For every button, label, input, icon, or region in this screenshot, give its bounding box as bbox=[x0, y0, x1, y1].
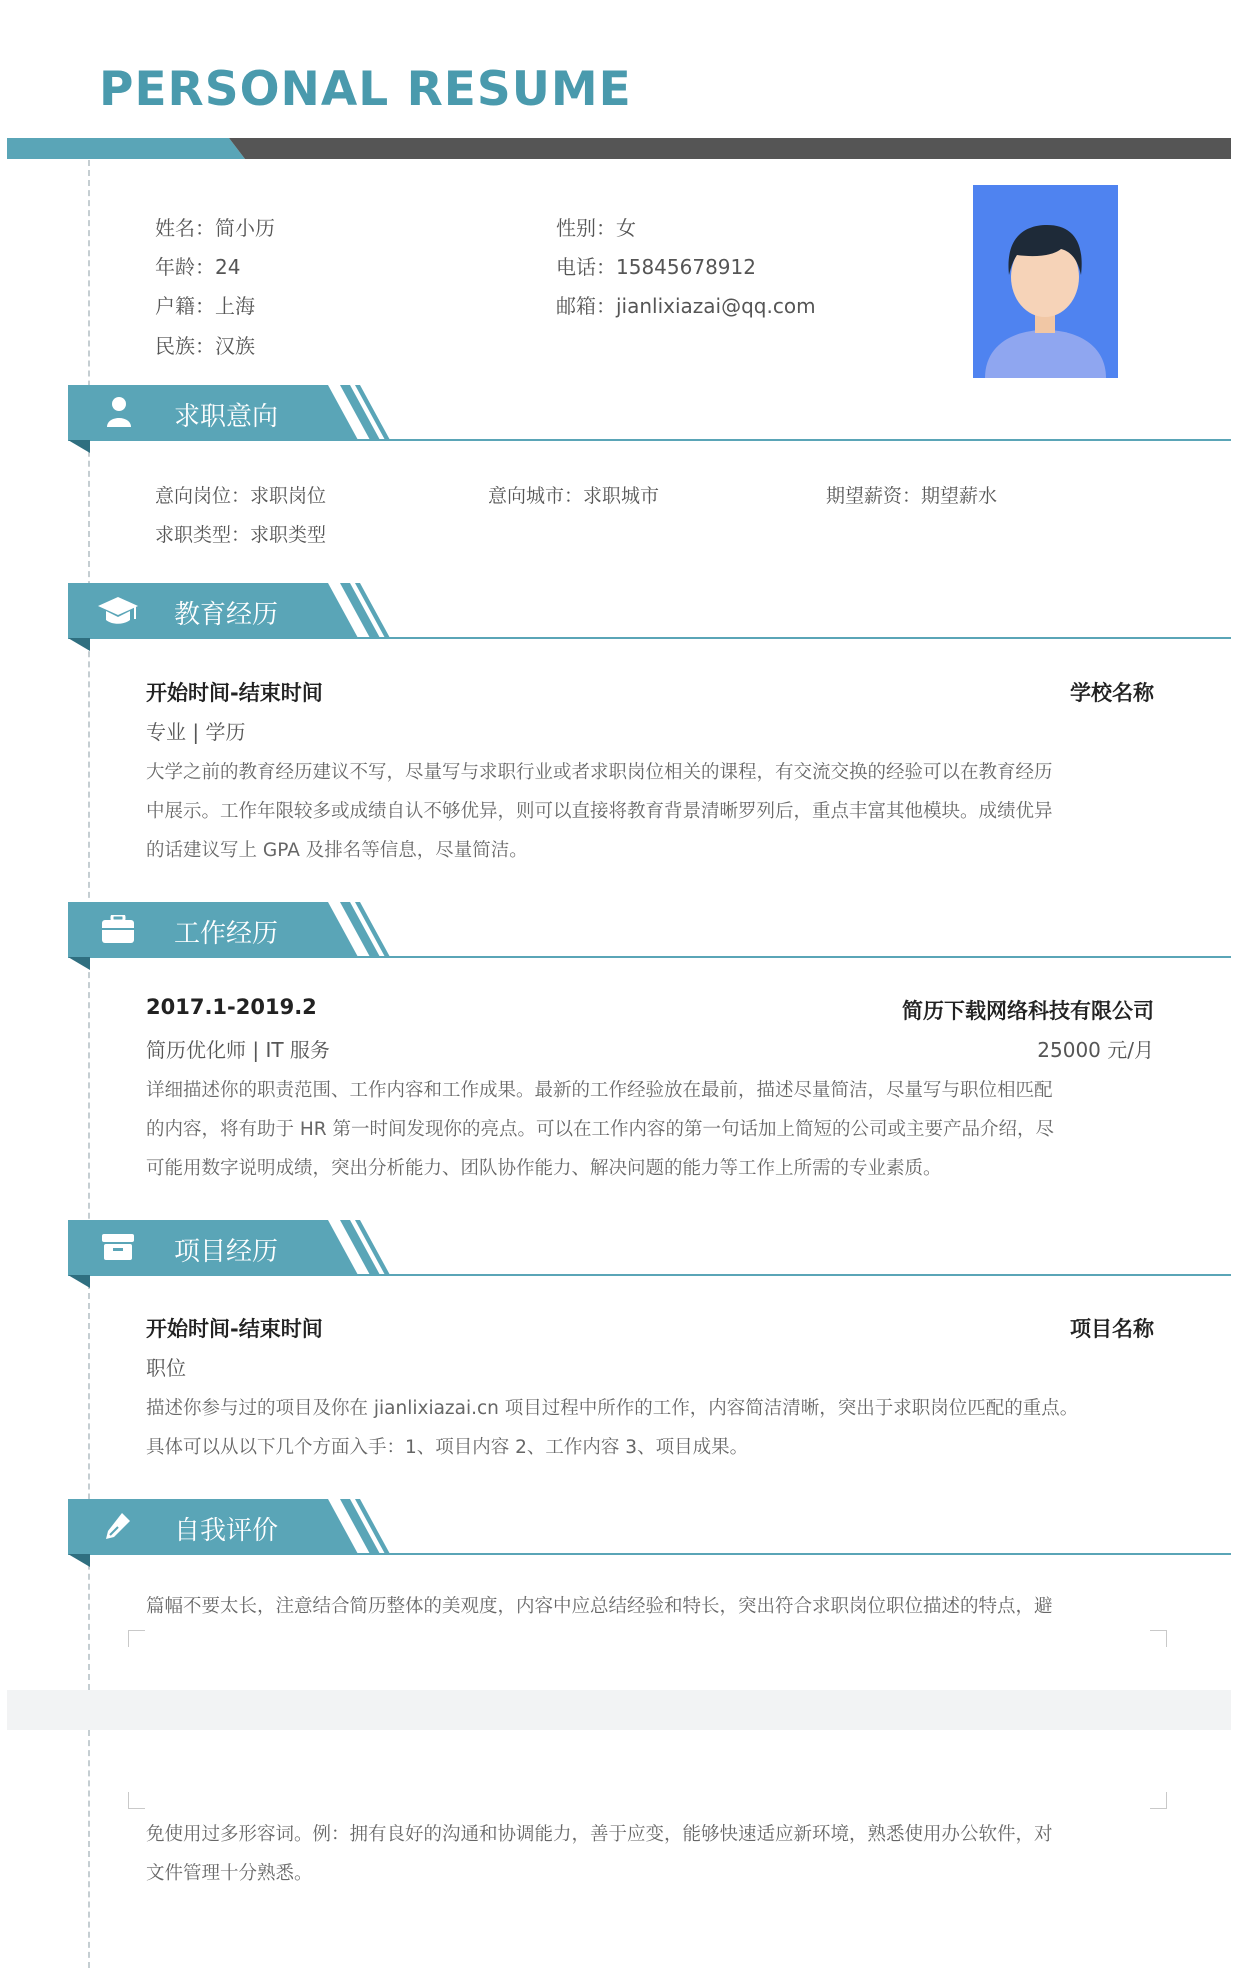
project-description bbox=[146, 1389, 1146, 1467]
education-desc-line: 的话建议写上 GPA 及排名等信息，尽量简洁。 bbox=[146, 840, 528, 861]
resume-title: PERSONAL RESUME bbox=[99, 62, 632, 117]
intention-city: 意向城市：求职城市 bbox=[488, 485, 660, 507]
avatar bbox=[973, 185, 1118, 378]
self-desc-line: 免使用过多形容词。例：拥有良好的沟通和协调能力，善于应变，能够快速适应新环境，熟悉使用办公软件，对 bbox=[146, 1824, 1053, 1845]
crop-mark bbox=[128, 1630, 145, 1647]
info-name: 姓名：简小历 bbox=[155, 216, 275, 240]
crop-mark bbox=[1150, 1792, 1167, 1809]
work-desc-line: 的内容，将有助于 HR 第一时间发现你的亮点。可以在工作内容的第一句话加上简短的公司或主要产品介绍，尽 bbox=[146, 1119, 1055, 1140]
work-role: 简历优化师 | IT 服务 bbox=[146, 1038, 330, 1062]
info-email: 邮箱：jianlixiazai@qq.com bbox=[556, 294, 816, 318]
work-desc-line: 详细描述你的职责范围、工作内容和工作成果。最新的工作经验放在最前，描述尽量简洁，尽量写与职位相匹配 bbox=[146, 1080, 1053, 1101]
intention-salary: 期望薪资：期望薪水 bbox=[826, 485, 998, 507]
graduation-cap-icon bbox=[98, 597, 138, 625]
section-title-work: 工作经历 bbox=[174, 919, 279, 949]
project-role: 职位 bbox=[146, 1356, 186, 1380]
timeline-line bbox=[88, 1730, 90, 1968]
info-phone: 电话：15845678912 bbox=[556, 255, 756, 279]
education-desc-line: 中展示。工作年限较多或成绩自认不够优异，则可以直接将教育背景清晰罗列后，重点丰富其他模块。成绩优异 bbox=[146, 801, 1053, 822]
work-desc-line: 可能用数字说明成绩，突出分析能力、团队协作能力、解决问题的能力等工作上所需的专业素质。 bbox=[146, 1158, 942, 1179]
person-icon bbox=[106, 395, 132, 427]
work-description bbox=[146, 1071, 1146, 1188]
briefcase-icon bbox=[102, 915, 134, 943]
crop-mark bbox=[128, 1792, 145, 1809]
info-ethnicity: 民族：汉族 bbox=[155, 334, 255, 358]
self-description-line1: 篇幅不要太长，注意结合简历整体的美观度，内容中应总结经验和特长，突出符合求职岗位职位描述的特点，避 bbox=[146, 1596, 1053, 1617]
education-major: 专业 | 学历 bbox=[146, 720, 246, 744]
work-salary: 25000 元/月 bbox=[1037, 1038, 1154, 1062]
project-name: 项目名称 bbox=[1070, 1317, 1154, 1341]
crop-mark bbox=[1150, 1630, 1167, 1647]
education-school: 学校名称 bbox=[1070, 681, 1154, 705]
work-time: 2017.1-2019.2 bbox=[146, 995, 317, 1019]
intention-type: 求职类型：求职类型 bbox=[155, 524, 327, 546]
section-title-project: 项目经历 bbox=[174, 1237, 279, 1267]
education-description bbox=[146, 753, 1146, 870]
self-desc-line: 文件管理十分熟悉。 bbox=[146, 1863, 313, 1884]
archive-box-icon bbox=[102, 1234, 134, 1260]
work-company: 简历下载网络科技有限公司 bbox=[902, 999, 1154, 1023]
info-hukou: 户籍：上海 bbox=[155, 294, 255, 318]
page-break bbox=[7, 1690, 1231, 1730]
section-title-education: 教育经历 bbox=[174, 600, 279, 630]
project-desc-line: 描述你参与过的项目及你在 jianlixiazai.cn 项目过程中所作的工作，内容简洁清晰，突出于求职岗位匹配的重点。 bbox=[146, 1398, 1079, 1419]
project-desc-line: 具体可以从以下几个方面入手：1、项目内容 2、工作内容 3、项目成果。 bbox=[146, 1437, 749, 1458]
self-description-cont bbox=[146, 1815, 1146, 1893]
header-band bbox=[7, 138, 1231, 159]
section-title-intention: 求职意向 bbox=[174, 402, 279, 432]
education-desc-line: 大学之前的教育经历建议不写，尽量写与求职行业或者求职岗位相关的课程，有交流交换的经验可以在教育经历 bbox=[146, 762, 1053, 783]
education-time: 开始时间-结束时间 bbox=[146, 681, 323, 705]
pen-icon bbox=[104, 1511, 132, 1541]
info-age: 年龄：24 bbox=[155, 255, 241, 279]
section-title-self: 自我评价 bbox=[174, 1516, 279, 1546]
project-time: 开始时间-结束时间 bbox=[146, 1317, 323, 1341]
info-gender: 性别：女 bbox=[556, 216, 636, 240]
intention-position: 意向岗位：求职岗位 bbox=[155, 485, 327, 507]
